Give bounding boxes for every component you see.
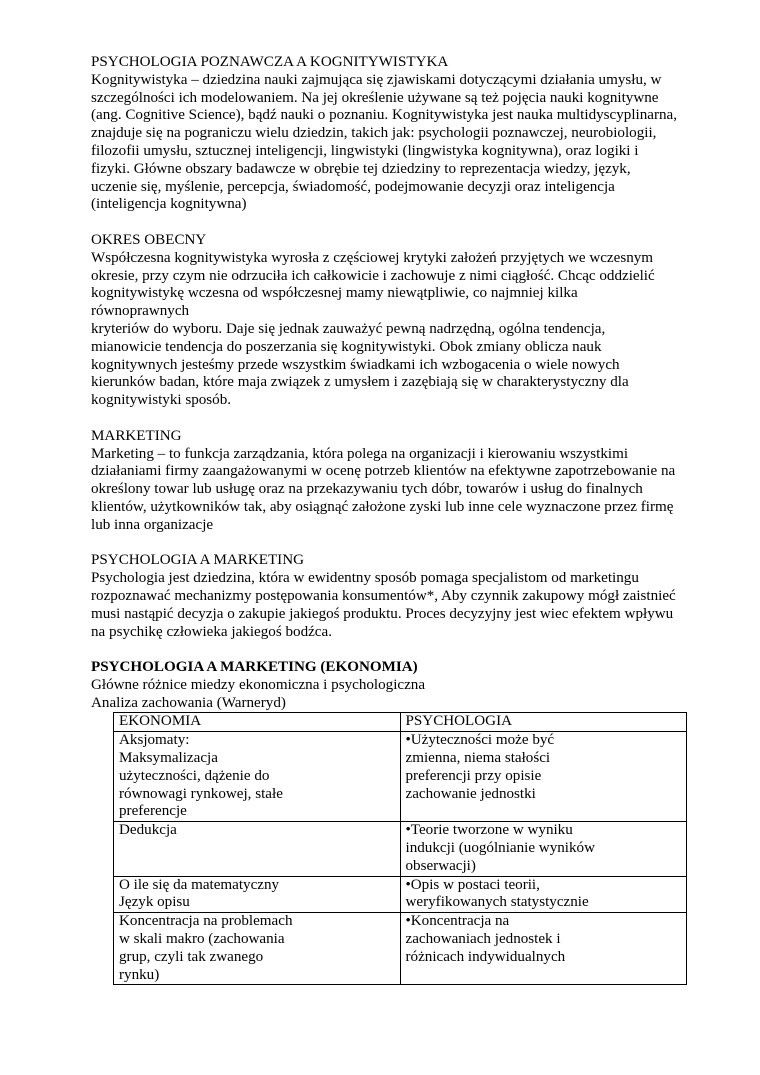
cell-line: różnicach indywidualnych	[405, 948, 566, 965]
text-line: okresie, przy czym nie odrzuciła ich całkowicie i zachowuje z nimi ciągłość. Chcąc oddzielić	[91, 267, 655, 284]
cell-line: użyteczności, dążenie do	[119, 767, 270, 784]
cell-line: zachowaniach jednostek i	[405, 931, 561, 948]
section-psychology-marketing	[91, 552, 691, 641]
text-line: Marketing – to funkcja zarządzania, która polega na organizacji i kierowaniu wszystkimi	[91, 445, 629, 462]
cell-line: Dedukcja	[119, 822, 177, 839]
cell-line: w skali makro (zachowania	[119, 931, 285, 948]
table-cell	[400, 876, 687, 913]
section-cognitive-science	[91, 54, 691, 214]
text-line: określony towar lub usługę oraz na przekazywaniu tych dóbr, towarów i usług do finalnych	[91, 481, 643, 498]
text-line: lub inna organizacje	[91, 516, 214, 533]
cell-line: •Użyteczności może być	[405, 732, 555, 749]
cell-line: zachowanie jednostki	[405, 785, 536, 802]
table-header-psychology: PSYCHOLOGIA	[400, 713, 687, 732]
text-line: kognitywnych jesteśmy przede wszystkim świadkami ich wzbogacenia o wiele nowych	[91, 356, 620, 373]
table-cell	[114, 732, 401, 822]
table-cell	[114, 876, 401, 913]
table-cell	[400, 732, 687, 822]
text-line: Kognitywistyka – dziedzina nauki zajmująca się zjawiskami dotyczącymi działania umysłu, w	[91, 71, 662, 88]
cell-line: •Koncentracja na	[405, 913, 510, 930]
cell-line: Maksymalizacja	[119, 750, 218, 767]
text-line: szczególności ich modelowaniem. Na jej określenie używane są też pojęcia nauki kognitywne	[91, 89, 659, 106]
table-header-economy: EKONOMIA	[114, 713, 401, 732]
text-line: fizyki. Główne obszary badawcze w obrębie tej dziedziny to reprezentacja wiedzy, język,	[91, 160, 631, 177]
table-row	[114, 732, 687, 822]
table-header-row	[114, 713, 687, 732]
comparison-table	[113, 712, 687, 985]
section-psychology-economics	[91, 659, 691, 712]
cell-line: Aksjomaty:	[119, 732, 190, 749]
text-line: znajduje się na pograniczu wielu dziedzin, takich jak: psychologii poznawczej, neurobiologii,	[91, 125, 657, 142]
text-line: równoprawnych	[91, 303, 190, 320]
table-row	[114, 876, 687, 913]
table-cell	[114, 822, 401, 876]
text-line: klientów, użytkowników tak, aby osiągnąć założone zyski lub inne cele wyznaczone przez firmę	[91, 498, 674, 515]
cell-line: obserwacji)	[405, 857, 476, 874]
section-marketing	[91, 428, 691, 535]
text-line: kierunków badan, które maja związek z umysłem i zazębiają się w charakterystyczny dla	[91, 374, 629, 391]
cell-line: O ile się da matematyczny	[119, 876, 280, 893]
section-heading: PSYCHOLOGIA POZNAWCZA A KOGNITYWISTYKA	[91, 54, 449, 70]
text-line: Analiza zachowania (Warneryd)	[91, 694, 286, 711]
table-row	[114, 822, 687, 876]
text-line: na psychikę człowieka jakiegoś bodźca.	[91, 623, 332, 640]
cell-line: równowagi rynkowej, stałe	[119, 785, 283, 802]
cell-line: preferencje	[119, 803, 187, 820]
document-page	[91, 54, 691, 985]
text-line: kognitywistyki sposób.	[91, 392, 232, 409]
cell-line: preferencji przy opisie	[405, 767, 542, 784]
cell-line: weryfikowanych statystycznie	[405, 894, 589, 911]
text-line: (ang. Cognitive Science), bądź nauki o poznaniu. Kognitywistyka jest nauka multidyscyplinarna,	[91, 107, 678, 124]
text-line: kognitywistykę wczesna od współczesnej mamy niewątpliwie, co najmniej kilka	[91, 285, 578, 302]
section-current-period	[91, 232, 691, 410]
text-line: rozpoznawać mechanizmy postępowania konsumentów*, Aby czynnik zakupowy mógł zaistnieć	[91, 587, 676, 604]
cell-line: •Teorie tworzone w wyniku	[405, 822, 573, 839]
cell-line: Język opisu	[119, 894, 190, 911]
text-line: (inteligencja kognitywna)	[91, 196, 247, 213]
text-line: filozofii umysłu, sztucznej inteligencji, lingwistyki (lingwistyka kognitywna), oraz logiki i	[91, 142, 639, 159]
table-cell	[400, 913, 687, 985]
cell-line: Koncentracja na problemach	[119, 913, 293, 930]
table-row	[114, 913, 687, 985]
cell-line: grup, czyli tak zwanego	[119, 948, 264, 965]
cell-line: indukcji (uogólnianie wyników	[405, 840, 595, 857]
section-heading: OKRES OBECNY	[91, 231, 207, 248]
text-line: Psychologia jest dziedzina, która w ewidentny sposób pomaga specjalistom od marketingu	[91, 570, 639, 587]
text-line: uczenie się, myślenie, percepcja, świadomość, podejmowanie decyzji oraz inteligencja	[91, 178, 615, 195]
section-heading-bold: PSYCHOLOGIA A MARKETING (EKONOMIA)	[91, 659, 418, 676]
text-line: mianowicie tendencja do poszerzania się kognitywistyki. Obok zmiany oblicza nauk	[91, 338, 602, 355]
table-cell	[400, 822, 687, 876]
text-line: musi nastąpić decyzja o zakupie jakiegoś produktu. Proces decyzyjny jest wiec efektem wpływu	[91, 605, 674, 622]
cell-line: rynku)	[119, 966, 160, 983]
section-heading: MARKETING	[91, 427, 182, 444]
text-line: kryteriów do wyboru. Daje się jednak zauważyć pewną nadrzędną, ogólna tendencja,	[91, 320, 606, 337]
text-line: Główne różnice miedzy ekonomiczna i psychologiczna	[91, 676, 426, 693]
cell-line: zmienna, niema stałości	[405, 750, 551, 767]
table-cell	[114, 913, 401, 985]
cell-line: •Opis w postaci teorii,	[405, 876, 540, 893]
text-line: Współczesna kognitywistyka wyrosła z częściowej krytyki założeń przyjętych we wczesnym	[91, 249, 654, 266]
section-heading: PSYCHOLOGIA A MARKETING	[91, 552, 305, 569]
text-line: działaniami firmy zaangażowanymi w ocenę potrzeb klientów na efektywne zapotrzebowanie na	[91, 463, 676, 480]
